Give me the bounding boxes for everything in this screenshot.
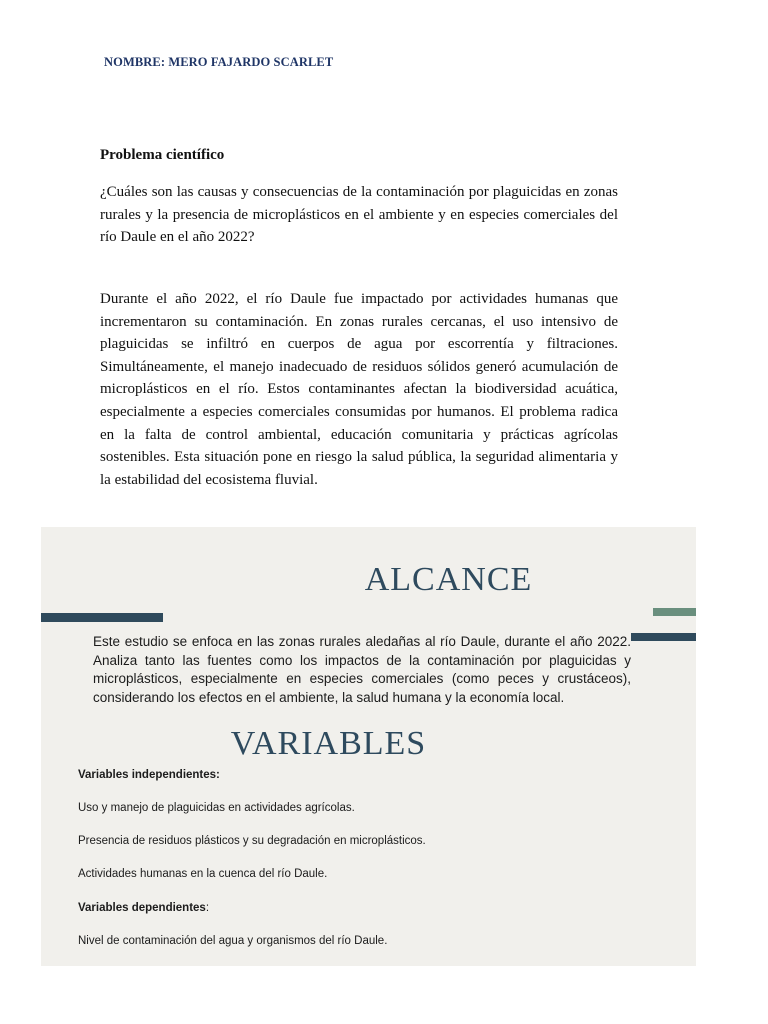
- alcance-title: ALCANCE: [364, 561, 533, 598]
- independent-variable-item: Uso y manejo de plaguicidas en actividades agrícolas.: [78, 802, 355, 814]
- problem-question: ¿Cuáles son las causas y consecuencias de la contaminación por plaguicidas en zonas rurales y la presencia de microplásticos en el ambiente y en especies comerciales del río Daule en el año 2022?: [100, 184, 618, 246]
- dependent-variables-label: Variables dependientes:: [78, 902, 210, 914]
- problem-description: Durante el año 2022, el río Daule fue impactado por actividades humanas que incrementaron su contaminación. En zonas rurales cercanas, el uso intensivo de plaguicidas se infiltró en cuerpos de agua por escorrentía y filtraciones. Simultáneamente, el manejo inadecuado de residuos sólidos generó acumulación de microplásticos en el río. Estos contaminantes afectan la biodiversidad acuática, especialmente a especies comerciales consumidas por humanos. El problema radica en la falta de control ambiental, educación comunitaria y prácticas agrícolas sostenibles. Esta situación pone en riesgo la salud pública, la seguridad alimentaria y la estabilidad del ecosistema fluvial.: [100, 291, 618, 488]
- independent-variables-label: Variables independientes:: [78, 769, 220, 781]
- decorative-bar-left: [41, 613, 163, 622]
- scope-variables-slide: [41, 527, 696, 966]
- alcance-text: Este estudio se enfoca en las zonas rurales aledañas al río Daule, durante el año 2022. Analiza tanto las fuentes como los impactos de la contaminación por plaguicidas y microplásticos, especialmente en especies comerciales (como peces y crustáceos), considerando los efectos en el ambiente, la salud humana y la economía local.: [93, 634, 631, 705]
- decorative-bar-right-green: [653, 608, 696, 616]
- dependent-variable-item: Nivel de contaminación del agua y organismos del río Daule.: [78, 935, 388, 947]
- independent-variable-item: Presencia de residuos plásticos y su degradación en microplásticos.: [78, 835, 426, 847]
- independent-variable-item: Actividades humanas en la cuenca del río Daule.: [78, 868, 328, 880]
- problem-heading: Problema científico: [100, 147, 225, 163]
- student-name: NOMBRE: MERO FAJARDO SCARLET: [104, 55, 334, 69]
- decorative-bar-right-dark: [631, 633, 696, 641]
- variables-title: VARIABLES: [230, 725, 427, 762]
